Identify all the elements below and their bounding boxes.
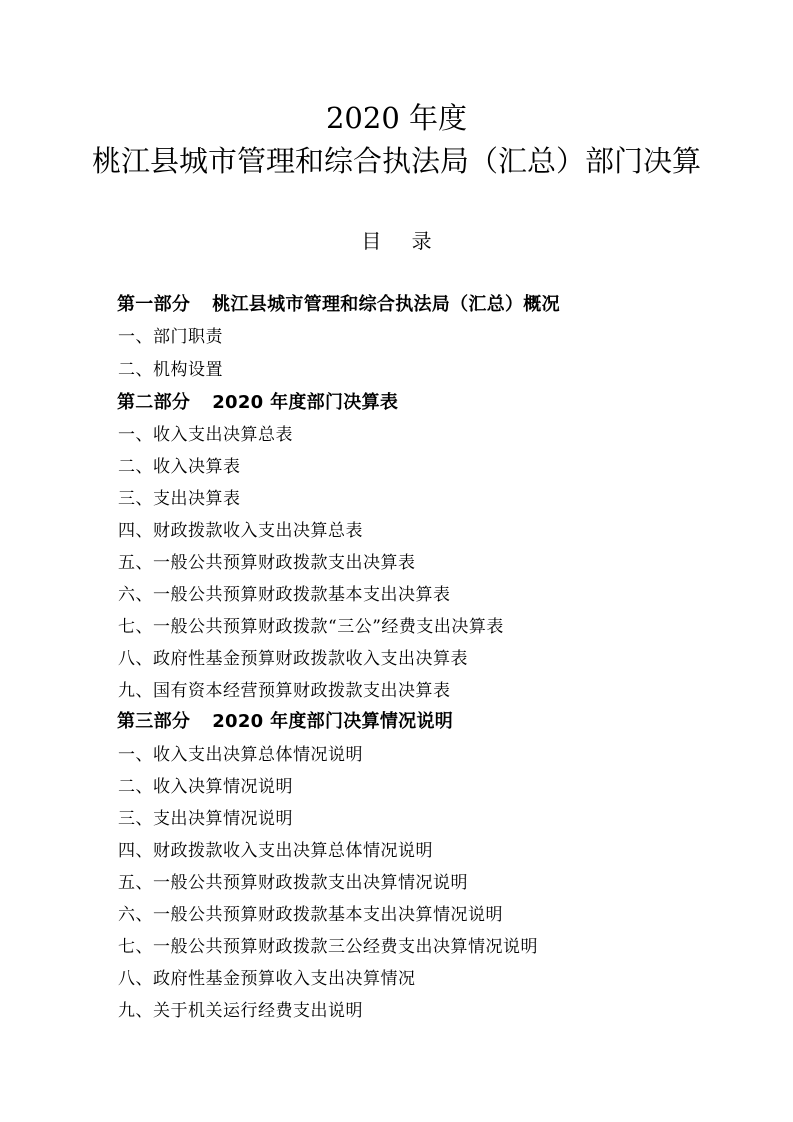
toc-item[interactable]: 一、收入支出决算总表 [118,425,293,445]
toc-item[interactable]: 七、一般公共预算财政拨款“三公”经费支出决算表 [118,617,504,637]
section-title: 桃江县城市管理和综合执法局（汇总）概况 [212,294,560,315]
toc-item[interactable]: 二、机构设置 [118,360,223,380]
toc-item[interactable]: 四、财政拨款收入支出决算总表 [118,521,363,541]
toc-item[interactable]: 八、政府性基金预算收入支出决算情况 [118,969,416,989]
toc-item[interactable]: 五、一般公共预算财政拨款支出决算情况说明 [118,873,468,893]
toc-item[interactable]: 二、收入决算表 [118,457,241,477]
section-label: 第一部分 [117,294,191,315]
toc-item[interactable]: 五、一般公共预算财政拨款支出决算表 [118,553,416,573]
toc-item[interactable]: 七、一般公共预算财政拨款三公经费支出决算情况说明 [118,937,538,957]
main-title: 桃江县城市管理和综合执法局（汇总）部门决算 [91,144,701,178]
toc-item[interactable]: 九、国有资本经营预算财政拨款支出决算表 [118,681,451,701]
toc-item[interactable]: 六、一般公共预算财政拨款基本支出决算情况说明 [118,905,503,925]
toc-section-part2[interactable] [117,392,398,414]
toc-item[interactable]: 九、关于机关运行经费支出说明 [118,1001,363,1021]
toc-item[interactable]: 八、政府性基金预算财政拨款收入支出决算表 [118,649,468,669]
toc-item[interactable]: 四、财政拨款收入支出决算总体情况说明 [118,841,433,861]
year-title: 2020 年度 [325,101,468,135]
toc-section-part3[interactable] [117,711,453,733]
toc-item[interactable]: 三、支出决算情况说明 [118,809,293,829]
toc-item[interactable]: 三、支出决算表 [118,489,241,509]
section-label: 第二部分 [117,392,191,413]
section-label: 第三部分 [117,711,191,732]
toc-heading: 目 录 [361,229,444,253]
toc-item[interactable]: 六、一般公共预算财政拨款基本支出决算表 [118,585,451,605]
toc-item[interactable]: 一、收入支出决算总体情况说明 [118,745,363,765]
toc-item[interactable]: 一、部门职责 [118,327,223,347]
toc-item[interactable]: 二、收入决算情况说明 [118,777,293,797]
section-title: 2020 年度部门决算表 [212,392,399,413]
section-title: 2020 年度部门决算情况说明 [212,711,454,732]
toc-section-part1[interactable] [117,294,560,316]
